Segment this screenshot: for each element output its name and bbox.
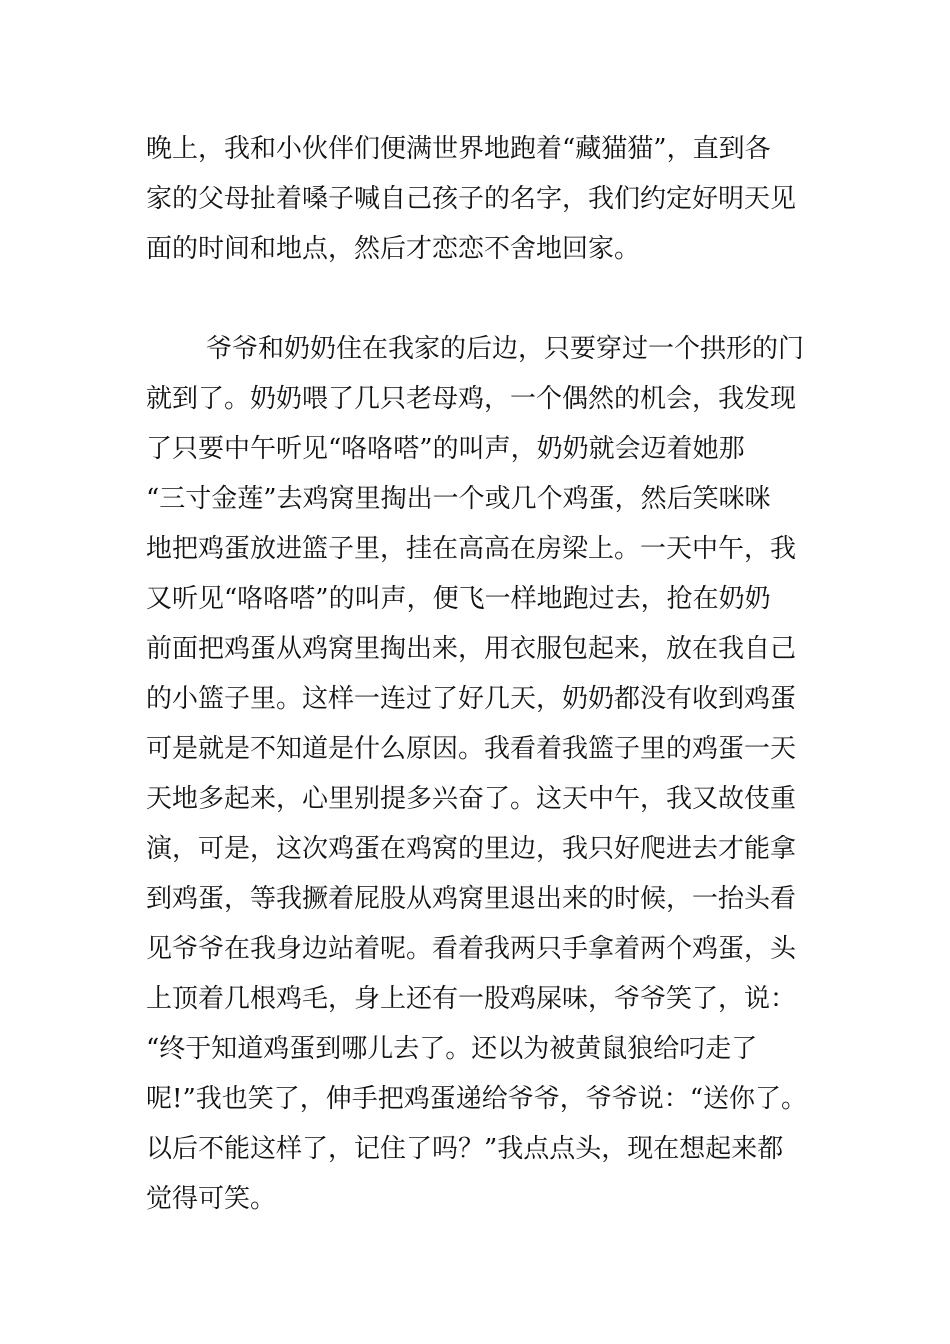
paragraph-line: 呢!”我也笑了，伸手把鸡蛋递给爷爷，爷爷说：“送你了。 (146, 1084, 808, 1114)
paragraph-line: 了只要中午听见“咯咯嗒”的叫声，奶奶就会迈着她那 (146, 434, 745, 464)
paragraph-line: 可是就是不知道是什么原因。我看着我篮子里的鸡蛋一天 (146, 734, 797, 764)
paragraph-line: 家的父母扯着嗓子喊自己孩子的名字，我们约定好明天见 (146, 184, 797, 214)
paragraph-line: 以后不能这样了，记住了吗？”我点点头，现在想起来都 (146, 1134, 784, 1164)
paragraph-line: 地把鸡蛋放进篮子里，挂在高高在房梁上。一天中午，我 (146, 534, 797, 564)
paragraph-line: 就到了。奶奶喂了几只老母鸡，一个偶然的机会，我发现 (146, 384, 797, 414)
paragraph-line: 的小篮子里。这样一连过了好几天，奶奶都没有收到鸡蛋 (146, 684, 797, 714)
paragraph-line: “三寸金莲”去鸡窝里掏出一个或几个鸡蛋，然后笑咪咪 (146, 484, 771, 514)
paragraph-line: 前面把鸡蛋从鸡窝里掏出来，用衣服包起来，放在我自己 (146, 634, 797, 664)
paragraph-line: 演，可是，这次鸡蛋在鸡窝的里边，我只好爬进去才能拿 (146, 834, 797, 864)
paragraph-line: 天地多起来，心里别提多兴奋了。这天中午，我又故伎重 (146, 784, 797, 814)
paragraph-line: “终于知道鸡蛋到哪儿去了。还以为被黄鼠狼给叼走了 (146, 1034, 758, 1064)
paragraph-line: 到鸡蛋，等我撅着屁股从鸡窝里退出来的时候，一抬头看 (146, 884, 797, 914)
paragraph-line: 又听见“咯咯嗒”的叫声，便飞一样地跑过去，抢在奶奶 (146, 584, 771, 614)
paragraph-line: 见爷爷在我身边站着呢。看着我两只手拿着两个鸡蛋，头 (146, 934, 797, 964)
paragraph-line: 面的时间和地点，然后才恋恋不舍地回家。 (146, 234, 641, 264)
paragraph-line: 上顶着几根鸡毛，身上还有一股鸡屎味，爷爷笑了，说： (146, 984, 797, 1014)
paragraph-line: 觉得可笑。 (146, 1184, 277, 1214)
paragraph-line: 晚上，我和小伙伴们便满世界地跑着“藏猫猫”，直到各 (146, 134, 771, 164)
paragraph-line: 爷爷和奶奶住在我家的后边，只要穿过一个拱形的门 (206, 334, 805, 364)
